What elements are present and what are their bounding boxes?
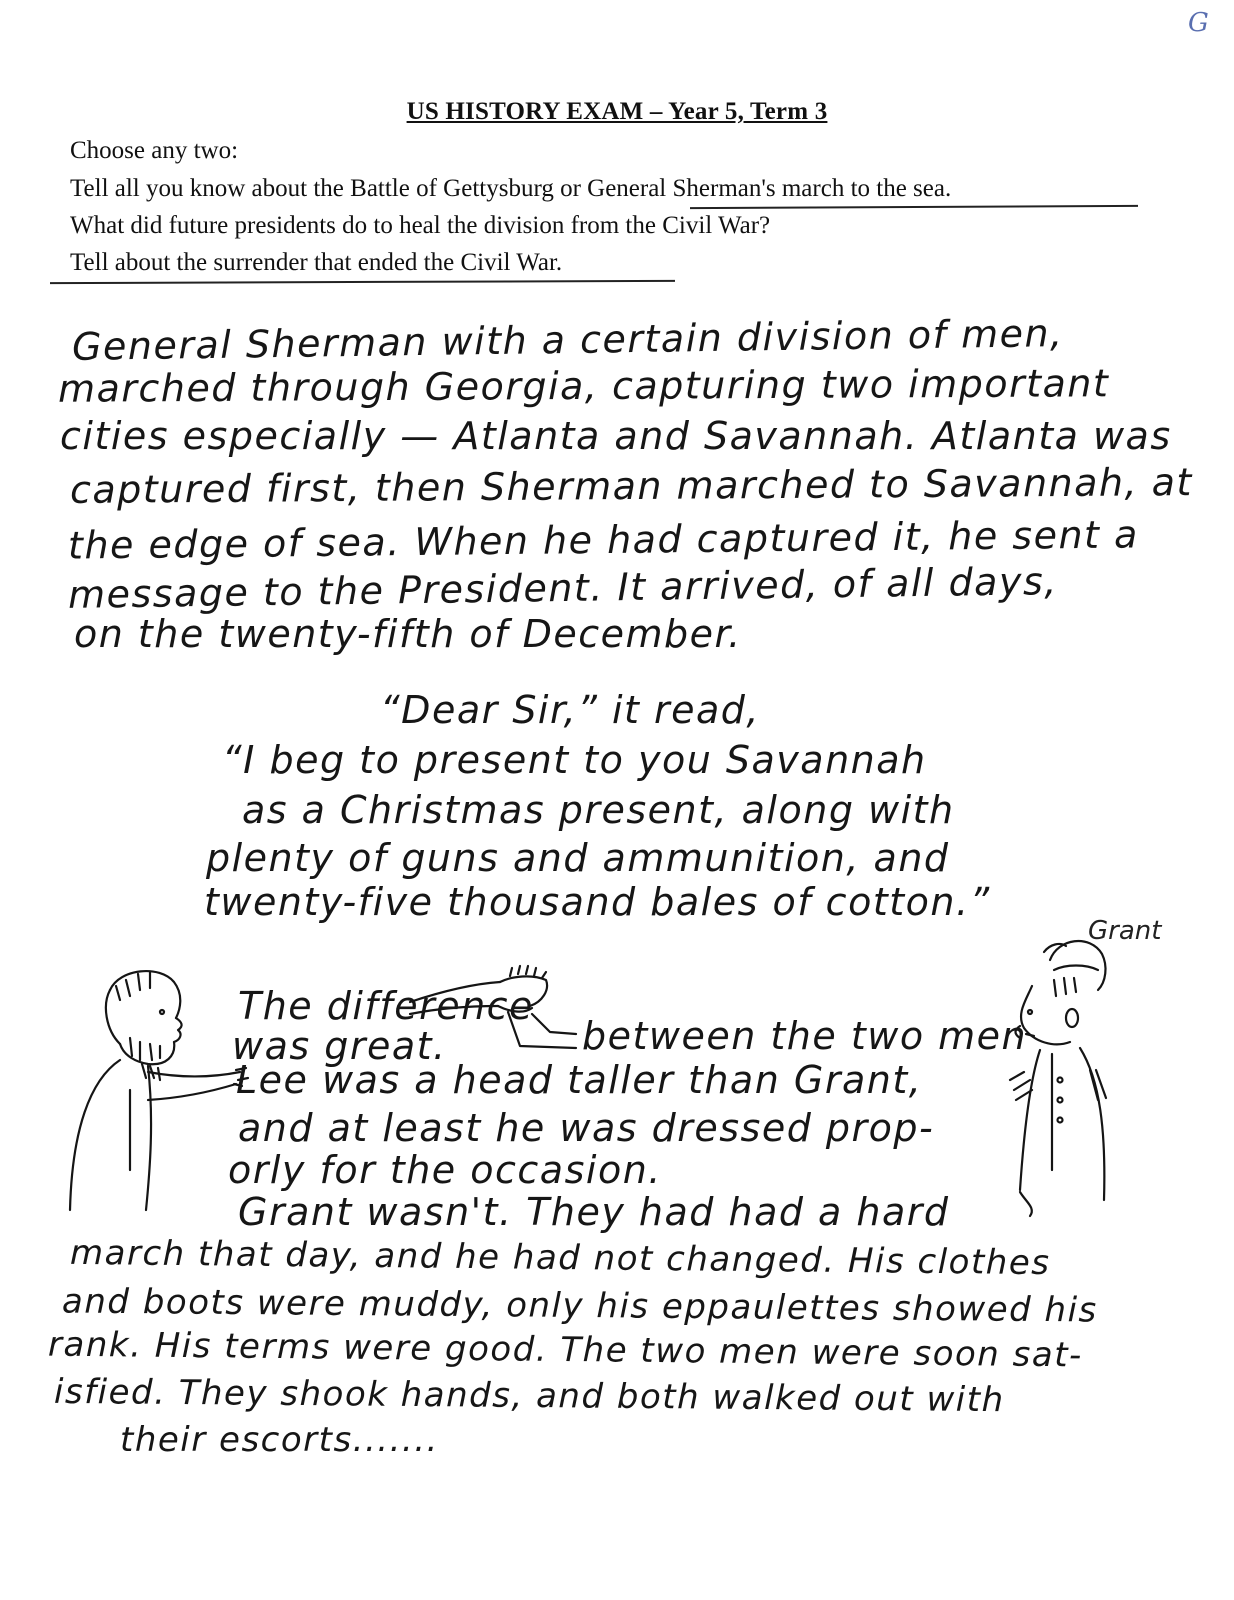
grade-mark: G [1188,8,1209,38]
letter-line: twenty-five thousand bales of cotton.” [204,880,991,924]
grant-drawing [990,930,1130,1220]
grant-label: Grant [1088,916,1162,946]
answer-line: on the twenty-fifth of December. [74,612,742,656]
answer-line: isfied. They shook hands, and both walked out with [53,1371,1005,1421]
answer-line: captured first, then Sherman marched to Savannah, at [69,460,1194,512]
answer-line: the edge of sea. When he had captured it, he sent a [67,512,1140,568]
exam-question-1: Tell all you know about the Battle of Gettysburg or General Sherman's march to the sea. [70,175,952,202]
answer-line: General Sherman with a certain division of men, [71,311,1064,369]
letter-line: as a Christmas present, along with [242,788,955,832]
answer-line: march that day, and he had not changed. His clothes [69,1232,1051,1284]
answer-line: and boots were muddy, only his eppaulettes showed his [61,1281,1098,1331]
exam-question-3: Tell about the surrender that ended the Civil War. [70,249,563,276]
exam-title: US HISTORY EXAM – Year 5, Term 3 [406,98,828,125]
answer-line: their escorts....... [120,1420,439,1460]
question-underline [50,280,675,284]
answer-line: and at least he was dressed prop- [238,1106,935,1150]
letter-line: “Dear Sir,” it read, [380,688,760,732]
answer-line: rank. His terms were good. The two men were soon sat- [47,1324,1084,1376]
letter-line: “I beg to present to you Savannah [222,738,927,782]
question-underline [690,205,1138,209]
answer-line: Grant wasn't. They had had a hard [238,1190,950,1234]
answer-line: marched through Georgia, capturing two important [57,361,1110,411]
exam-instruction: Choose any two: [70,137,239,164]
answer-line: between the two men [582,1014,1028,1058]
exam-question-2: What did future presidents do to heal the division from the Civil War? [70,212,771,239]
answer-line: Lee was a head taller than Grant, [236,1058,923,1102]
answer-line: message to the President. It arrived, of all days, [67,559,1059,617]
answer-line: orly for the occasion. [228,1148,662,1192]
answer-line: was great. [232,1024,447,1068]
letter-line: plenty of guns and ammunition, and [206,836,950,880]
answer-line: cities especially — Atlanta and Savannah. Atlanta was [60,414,1172,458]
answer-line: The difference [238,984,534,1028]
